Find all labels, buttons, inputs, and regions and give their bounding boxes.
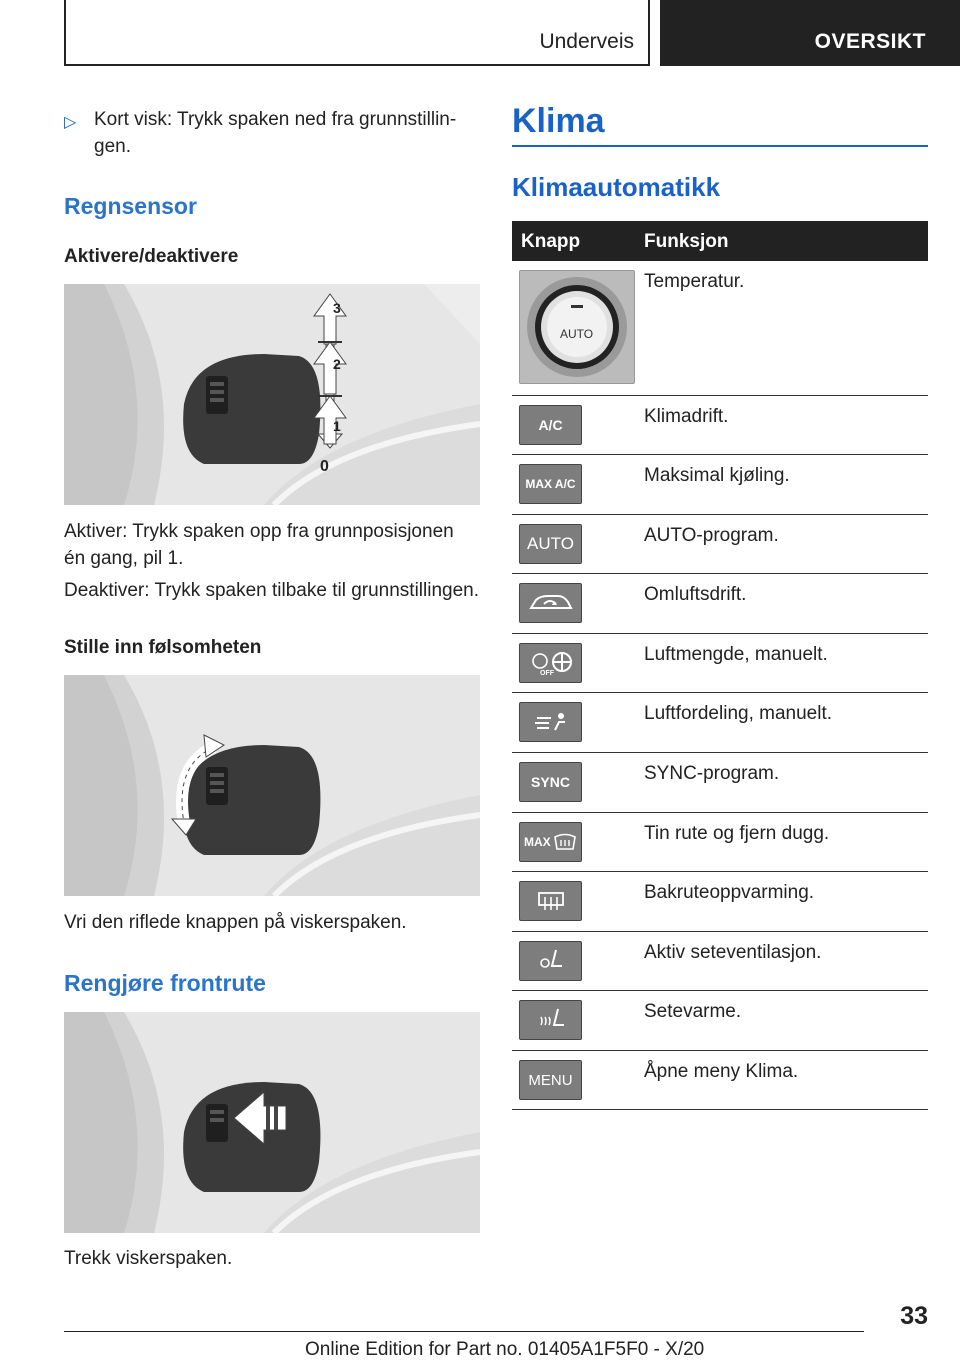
bullet-item	[64, 106, 480, 166]
bullet-triangle-icon: ▷	[64, 114, 77, 131]
section-title-rule	[512, 145, 928, 147]
paragraph-aktiver-line1: Aktiver: Trykk spaken opp fra grunnposisjonen	[64, 521, 454, 542]
page-number: 33	[900, 1302, 928, 1330]
function-text: Bakruteoppvarming.	[644, 882, 815, 903]
paragraph-vri: Vri den riflede knappen på viskerspaken.	[64, 912, 407, 933]
function-text: Åpne meny Klima.	[644, 1061, 799, 1082]
function-text: Temperatur.	[644, 271, 745, 292]
table-row	[512, 1051, 928, 1110]
table-row	[512, 396, 928, 455]
footer-edition: Online Edition for Part no. 01405A1F5F0 - X/20	[305, 1339, 705, 1360]
bullet-text-line2: gen.	[94, 136, 131, 157]
header-section-box	[64, 0, 650, 66]
max-defrost-icon	[519, 822, 582, 862]
table-row	[512, 515, 928, 574]
auto-button-icon: AUTO	[519, 524, 582, 564]
recirculation-icon	[519, 583, 582, 623]
function-text: Setevarme.	[644, 1001, 742, 1022]
function-text: Luftfordeling, manuelt.	[644, 703, 833, 724]
footer-rule	[64, 1331, 864, 1332]
paragraph-deaktiver: Deaktiver: Trykk spaken tilbake til grunnstillingen.	[64, 580, 480, 601]
table-row	[512, 872, 928, 932]
menu-button-icon: MENU	[519, 1060, 582, 1100]
max-defrost-label: MAX	[524, 835, 551, 849]
figure-wiper-sensitivity-knob	[64, 675, 480, 896]
function-text: SYNC-program.	[644, 763, 780, 784]
paragraph-trekk: Trekk viskerspaken.	[64, 1248, 233, 1269]
table-header	[512, 221, 928, 261]
seat-heating-svg	[536, 1007, 566, 1033]
function-text: Aktiv seteventilasjon.	[644, 942, 822, 963]
figure-wiper-pull	[64, 1012, 480, 1233]
table-header-funksjon: Funksjon	[644, 231, 729, 252]
paragraph-aktiver-line2: én gang, pil 1.	[64, 548, 184, 569]
table-row	[512, 634, 928, 693]
ac-button-icon: A/C	[519, 405, 582, 445]
recirculation-car-svg	[528, 592, 574, 614]
table-row	[512, 991, 928, 1051]
function-text: Luftmengde, manuelt.	[644, 644, 828, 665]
air-distribution-svg	[531, 710, 571, 734]
temperature-knob-icon	[519, 270, 635, 384]
figure1-label-2: 2	[333, 356, 341, 372]
temperature-knob-label: AUTO	[560, 327, 594, 341]
heading-aktivere: Aktivere/deaktivere	[64, 246, 239, 267]
windscreen-defrost-svg	[553, 831, 577, 853]
table-row	[512, 261, 928, 396]
subsection-title-klimaautomatikk: Klimaautomatikk	[512, 172, 721, 202]
function-text: Klimadrift.	[644, 406, 729, 427]
function-text: Maksimal kjøling.	[644, 465, 790, 486]
page-header	[0, 0, 960, 66]
figure-wiper-lever-positions	[64, 284, 480, 505]
heading-stille-inn: Stille inn følsomheten	[64, 637, 262, 658]
heading-rengjore: Rengjøre frontrute	[64, 970, 266, 996]
function-text: Omluftsdrift.	[644, 584, 747, 605]
heading-regnsensor: Regnsensor	[64, 193, 197, 219]
table-row	[512, 753, 928, 813]
figure-wiper-pull-svg	[64, 1012, 480, 1233]
table-row	[512, 693, 928, 753]
function-text: AUTO-program.	[644, 525, 779, 546]
function-text: Tin rute og fjern dugg.	[644, 823, 830, 844]
fan-off-label: OFF	[540, 670, 554, 677]
header-section-label: Underveis	[539, 30, 634, 53]
header-tab[interactable]	[660, 0, 960, 66]
figure1-label-3: 3	[333, 300, 341, 316]
air-distribution-icon	[519, 702, 582, 742]
table-row	[512, 813, 928, 872]
seat-ventilation-svg	[536, 948, 566, 974]
header-tab-label: OVERSIKT	[814, 30, 926, 53]
table-header-knapp: Knapp	[521, 231, 581, 252]
table-row	[512, 932, 928, 991]
figure1-label-0: 0	[320, 458, 329, 475]
table-row	[512, 574, 928, 634]
seat-heating-icon	[519, 1000, 582, 1040]
figure-wiper-lever-positions-svg	[64, 284, 480, 505]
bullet-text-line1: Kort visk: Trykk spaken ned fra grunnstillin-	[94, 109, 457, 130]
section-title-klima: Klima	[512, 102, 605, 140]
figure-wiper-sensitivity-knob-svg	[64, 675, 480, 896]
max-ac-button-icon: MAX A/C	[519, 464, 582, 504]
rear-window-heating-icon	[519, 881, 582, 921]
figure1-label-1: 1	[333, 418, 341, 434]
climate-buttons-table	[512, 221, 928, 1110]
seat-ventilation-icon	[519, 941, 582, 981]
rear-window-heating-svg	[536, 890, 566, 912]
sync-button-icon: SYNC	[519, 762, 582, 802]
table-row	[512, 455, 928, 515]
fan-speed-icon	[519, 643, 582, 683]
